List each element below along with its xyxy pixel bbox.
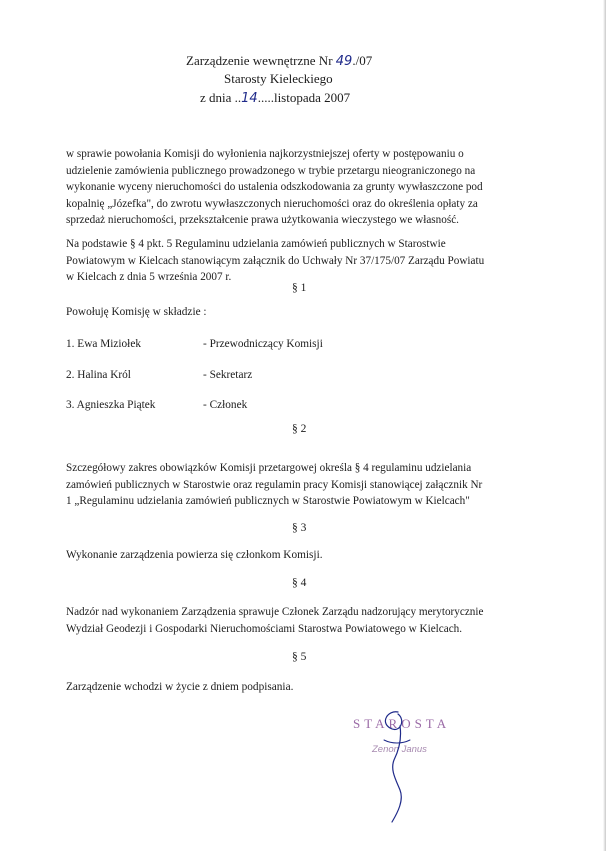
- subject-paragraph: [66, 146, 542, 229]
- subject-line: wykonanie wyceny nieruchomości do ustalenia odszkodowania za grunty wywłaszczone pod: [66, 181, 483, 194]
- supervision-paragraph: [66, 604, 542, 637]
- handwritten-day: 14: [241, 91, 258, 106]
- member-name: 2. Halina Król: [66, 369, 131, 381]
- scope-line: zamówień publicznych w Starostwie oraz regulamin pracy Komisji stanowiącej załącznik Nr: [66, 478, 483, 491]
- member-role: - Sekretarz: [203, 369, 253, 381]
- legal-basis-line: Powiatowym w Kielcach stanowiącym załącznik do Uchwały Nr 37/175/07 Zarządu Powiatu: [66, 254, 485, 267]
- order-title-prefix: Zarządzenie wewnętrzne Nr: [186, 53, 333, 68]
- legal-basis-paragraph: [66, 236, 542, 286]
- subject-line: udzielenie zamówienia publicznego prowadzonego w trybie przetargu nieograniczonego na: [66, 164, 476, 177]
- order-date: [200, 90, 350, 106]
- effective-date-line: Zarządzenie wchodzi w życie z dniem podpisania.: [66, 681, 294, 693]
- member-role: - Przewodniczący Komisji: [203, 338, 323, 350]
- legal-basis-line: w Kielcach z dnia 5 września 2007 r.: [66, 271, 232, 284]
- starosta-stamp-name: Zenon Janus: [372, 744, 427, 755]
- subject-line: sprzedaż nieruchomości, przekształcenie prawa użytkowania wieczystego we własność.: [66, 214, 459, 227]
- order-title: [186, 53, 372, 69]
- handwritten-signature: [340, 700, 430, 830]
- member-name: 1. Ewa Miziołek: [66, 338, 141, 350]
- handwritten-order-number: 49: [335, 54, 353, 69]
- section-4-heading: § 4: [292, 577, 307, 589]
- starosta-stamp-title: STAROSTA: [353, 716, 451, 731]
- section-2-heading: § 2: [292, 423, 307, 435]
- section-3-heading: § 3: [292, 522, 307, 534]
- order-date-suffix: .....listopada 2007: [257, 90, 351, 105]
- execution-line: Wykonanie zarządzenia powierza się członkom Komisji.: [66, 549, 323, 561]
- supervision-line: Nadzór nad wykonaniem Zarządzenia sprawuje Członek Zarządu nadzorujący merytorycznie: [66, 606, 484, 618]
- subject-line: w sprawie powołania Komisji do wyłonienia najkorzystniejszej oferty w postępowaniu o: [66, 148, 464, 160]
- scope-line: Szczegółowy zakres obowiązków Komisji przetargowej określa § 4 regulaminu udzielania: [66, 462, 472, 474]
- scope-line: 1 „Regulaminu udzielania zamówień publicznych w Starostwie Powiatowym w Kielcach": [66, 495, 470, 508]
- appointment-line: Powołuję Komisję w składzie :: [66, 306, 207, 318]
- subject-line: kopalnię „Józefka", do zwrotu wywłaszczonych nieruchomości oraz do określenia opłaty za: [66, 197, 478, 210]
- order-issuer: Starosty Kieleckiego: [224, 71, 333, 86]
- scope-paragraph: [66, 460, 542, 510]
- member-role: - Członek: [203, 399, 248, 411]
- legal-basis-line: Na podstawie § 4 pkt. 5 Regulaminu udzielania zamówień publicznych w Starostwie: [66, 238, 446, 250]
- order-title-suffix: ./07: [352, 53, 373, 68]
- order-date-prefix: z dnia ..: [200, 90, 242, 105]
- section-5-heading: § 5: [292, 651, 307, 663]
- member-name: 3. Agnieszka Piątek: [66, 399, 156, 411]
- supervision-line: Wydział Geodezji i Gospodarki Nieruchomościami Starostwa Powiatowego w Kielcach.: [66, 622, 463, 635]
- section-1-heading: § 1: [292, 282, 307, 294]
